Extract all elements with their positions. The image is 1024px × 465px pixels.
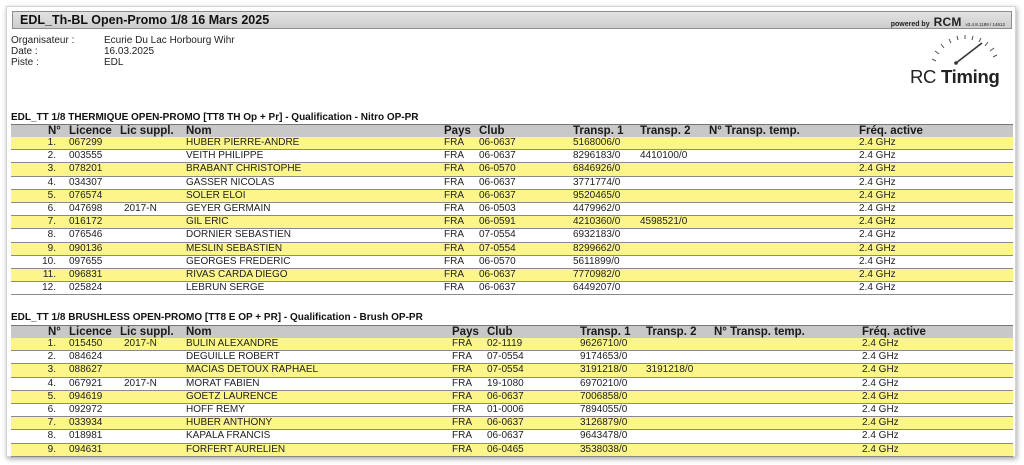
- cell-pays: FRA: [452, 430, 472, 442]
- table-row: [11, 163, 1013, 176]
- cell-transp1: 7006858/0: [580, 390, 628, 402]
- table-row: [11, 229, 1013, 242]
- cell-num: 12.: [42, 282, 56, 294]
- cell-club: 06-0570: [479, 163, 516, 175]
- cell-freq: 2.4 GHz: [859, 176, 896, 188]
- cell-licence: 047698: [69, 203, 103, 214]
- cell-num: 8.: [47, 430, 56, 442]
- cell-transp1: 9174653/0: [580, 351, 628, 363]
- column-header-num: N°: [48, 326, 61, 338]
- column-header-pays: Pays: [452, 326, 479, 338]
- table-row: [11, 282, 1013, 295]
- meta-label: Piste :: [11, 57, 39, 68]
- cell-freq: 2.4 GHz: [859, 282, 896, 294]
- cell-licence: 076546: [69, 229, 103, 241]
- cell-club: 02-1119: [487, 338, 523, 349]
- logo-rc: RC: [910, 66, 941, 87]
- cell-licence: 034307: [69, 176, 103, 188]
- cell-freq: 2.4 GHz: [859, 150, 896, 162]
- cell-num: 4.: [47, 377, 56, 389]
- cell-pays: FRA: [444, 203, 464, 214]
- column-header-pays: Pays: [444, 125, 471, 137]
- cell-club: 06-0637: [479, 189, 516, 201]
- cell-num: 11.: [42, 269, 56, 280]
- cell-freq: 2.4 GHz: [862, 404, 899, 415]
- cell-num: 8.: [47, 229, 56, 241]
- cell-pays: FRA: [452, 338, 472, 349]
- cell-freq: 2.4 GHz: [859, 216, 896, 228]
- section-title-brushless: EDL_TT 1/8 BRUSHLESS OPEN-PROMO [TT8 E OP + PR] - Qualification - Brush OP-PR: [11, 312, 423, 323]
- cell-freq: 2.4 GHz: [862, 430, 899, 442]
- cell-num: 6.: [47, 203, 56, 214]
- cell-licence: 088627: [69, 364, 103, 376]
- cell-licence: 090136: [69, 242, 103, 254]
- cell-transp2: 4598521/0: [640, 216, 688, 228]
- table-row: [11, 351, 1013, 364]
- table-row: [11, 216, 1013, 229]
- section-title-thermique: EDL_TT 1/8 THERMIQUE OPEN-PROMO [TT8 TH Op + Pr] - Qualification - Nitro OP-PR: [11, 112, 419, 123]
- cell-transp1: 3191218/0: [580, 364, 628, 376]
- cell-club: 07-0554: [479, 229, 516, 241]
- column-header-lic-suppl: Lic suppl.: [120, 125, 174, 137]
- cell-licence: 092972: [69, 404, 103, 415]
- cell-licence: 015450: [69, 338, 103, 349]
- cell-nom: HOFF REMY: [186, 404, 245, 415]
- cell-transp1: 6846926/0: [573, 163, 621, 175]
- cell-club: 07-0554: [479, 242, 516, 254]
- meta-label: Organisateur :: [11, 35, 75, 46]
- powered-by-label: powered by: [890, 21, 930, 28]
- cell-pays: FRA: [444, 229, 464, 241]
- powered-by: [891, 15, 1005, 29]
- cell-transp1: 8299662/0: [573, 242, 621, 254]
- cell-club: 06-0637: [479, 150, 516, 162]
- cell-club: 06-0637: [479, 176, 516, 188]
- cell-licence: 094631: [69, 443, 103, 455]
- cell-licence: 003555: [69, 150, 103, 162]
- cell-num: 5.: [47, 189, 56, 201]
- cell-nom: MESLIN SEBASTIEN: [186, 242, 283, 254]
- cell-pays: FRA: [452, 377, 472, 389]
- cell-num: 5.: [47, 390, 56, 402]
- cell-pays: FRA: [444, 269, 464, 280]
- cell-licence: 084624: [69, 351, 103, 363]
- report-page: [6, 6, 1016, 457]
- cell-transp1: 7894055/0: [580, 404, 628, 415]
- cell-nom: BRABANT CHRISTOPHE: [186, 163, 302, 175]
- meta-label: Date :: [11, 46, 38, 57]
- table-row: [11, 430, 1013, 443]
- title-bar: [12, 11, 1012, 29]
- cell-nom: GOETZ LAURENCE: [186, 390, 278, 402]
- cell-nom: MACIAS DETOUX RAPHAEL: [186, 364, 319, 376]
- cell-club: 06-0570: [479, 255, 516, 267]
- cell-freq: 2.4 GHz: [859, 242, 896, 254]
- cell-transp1: 9520465/0: [573, 189, 621, 201]
- cell-pays: FRA: [444, 242, 464, 254]
- cell-pays: FRA: [452, 364, 472, 376]
- cell-transp2: 4410100/0: [640, 150, 688, 162]
- table-row: [11, 269, 1013, 282]
- rc-timing-logo: [910, 33, 1006, 89]
- table-row: [11, 364, 1013, 377]
- cell-club: 07-0554: [487, 351, 524, 363]
- cell-pays: FRA: [452, 351, 472, 363]
- cell-pays: FRA: [452, 404, 472, 415]
- cell-club: 19-1080: [487, 377, 524, 389]
- column-header-nom: Nom: [186, 125, 212, 137]
- column-header-transp-temp: N° Transp. temp.: [714, 326, 805, 338]
- table-row: [11, 256, 1013, 269]
- column-header-lic-suppl: Lic suppl.: [120, 326, 174, 338]
- column-header-freq: Fréq. active: [859, 125, 923, 137]
- cell-nom: BULIN ALEXANDRE: [186, 338, 279, 349]
- table-row: [11, 378, 1013, 391]
- version-label: v3.4.8.1189 / 14612: [965, 22, 1005, 27]
- cell-num: 9.: [47, 443, 56, 455]
- cell-num: 9.: [47, 242, 56, 254]
- column-header-club: Club: [479, 125, 505, 137]
- cell-transp1: 9643478/0: [580, 430, 628, 442]
- cell-transp1: 4479962/0: [573, 203, 621, 214]
- column-header-num: N°: [48, 125, 61, 137]
- cell-transp1: 5168006/0: [573, 137, 621, 148]
- table-row: [11, 150, 1013, 163]
- cell-pays: FRA: [452, 443, 472, 455]
- cell-freq: 2.4 GHz: [862, 443, 899, 455]
- cell-pays: FRA: [444, 189, 464, 201]
- table-row: [11, 338, 1013, 351]
- cell-pays: FRA: [444, 176, 464, 188]
- cell-licence: 018981: [69, 430, 103, 442]
- cell-num: 10.: [42, 255, 56, 267]
- cell-licence: 097655: [69, 255, 103, 267]
- column-header-transp1: Transp. 1: [573, 125, 624, 137]
- cell-transp1: 9626710/0: [580, 338, 628, 349]
- cell-freq: 2.4 GHz: [859, 189, 896, 201]
- report-title: EDL_Th-BL Open-Promo 1/8 16 Mars 2025: [20, 13, 270, 27]
- cell-freq: 2.4 GHz: [859, 203, 896, 214]
- table-row: [11, 417, 1013, 430]
- cell-lic-suppl: 2017-N: [124, 377, 157, 389]
- cell-num: 2.: [47, 150, 56, 162]
- cell-licence: 067921: [69, 377, 103, 389]
- cell-num: 3.: [47, 364, 56, 376]
- cell-freq: 2.4 GHz: [862, 390, 899, 402]
- column-header-nom: Nom: [186, 326, 212, 338]
- meta-value: EDL: [104, 57, 124, 68]
- column-header-freq: Fréq. active: [862, 326, 926, 338]
- cell-lic-suppl: 2017-N: [124, 203, 157, 214]
- cell-pays: FRA: [444, 255, 464, 267]
- cell-freq: 2.4 GHz: [859, 255, 896, 267]
- cell-club: 06-0637: [479, 137, 516, 148]
- cell-freq: 2.4 GHz: [859, 137, 896, 148]
- cell-num: 1.: [47, 338, 56, 349]
- cell-club: 06-0637: [487, 430, 524, 442]
- cell-nom: VEITH PHILIPPE: [186, 150, 264, 162]
- cell-club: 06-0637: [487, 417, 524, 429]
- cell-club: 06-0637: [487, 390, 524, 402]
- table-header: [11, 325, 1013, 338]
- cell-freq: 2.4 GHz: [862, 417, 899, 429]
- cell-freq: 2.4 GHz: [862, 351, 899, 363]
- cell-num: 4.: [47, 176, 56, 188]
- column-header-transp1: Transp. 1: [580, 326, 631, 338]
- cell-club: 01-0006: [487, 404, 524, 415]
- cell-pays: FRA: [452, 417, 472, 429]
- cell-transp1: 8296183/0: [573, 150, 621, 162]
- cell-num: 3.: [47, 163, 56, 175]
- cell-club: 06-0637: [479, 269, 516, 280]
- cell-transp1: 6449207/0: [573, 282, 621, 294]
- cell-nom: GEYER GERMAIN: [186, 203, 271, 214]
- cell-num: 7.: [47, 216, 56, 228]
- cell-transp1: 3771774/0: [573, 176, 621, 188]
- table-row: [11, 404, 1013, 417]
- cell-transp1: 5611899/0: [573, 255, 620, 267]
- brand-name: RCM: [933, 15, 962, 29]
- cell-transp1: 3126879/0: [580, 417, 628, 429]
- cell-nom: HUBER PIERRE-ANDRE: [186, 137, 300, 148]
- cell-transp1: 3538038/0: [580, 443, 628, 455]
- cell-num: 1.: [47, 137, 56, 148]
- column-header-transp2: Transp. 2: [640, 125, 691, 137]
- cell-club: 06-0465: [487, 443, 524, 455]
- cell-transp1: 4210360/0: [573, 216, 621, 228]
- cell-pays: FRA: [444, 163, 464, 175]
- cell-nom: MORAT FABIEN: [186, 377, 260, 389]
- cell-transp1: 6970210/0: [580, 377, 628, 389]
- cell-licence: 096831: [69, 269, 103, 280]
- cell-transp1: 7770982/0: [573, 269, 621, 280]
- table-row: [11, 177, 1013, 190]
- cell-freq: 2.4 GHz: [862, 338, 899, 349]
- cell-freq: 2.4 GHz: [862, 377, 899, 389]
- cell-pays: FRA: [444, 150, 464, 162]
- cell-freq: 2.4 GHz: [859, 269, 896, 280]
- cell-nom: KAPALA FRANCIS: [186, 430, 271, 442]
- cell-pays: FRA: [452, 390, 472, 402]
- table-row: [11, 391, 1013, 404]
- table-row: [11, 190, 1013, 203]
- cell-licence: 016172: [69, 216, 103, 228]
- cell-pays: FRA: [444, 137, 464, 148]
- table-row: [11, 203, 1013, 216]
- logo-wordmark: [910, 66, 999, 88]
- cell-nom: HUBER ANTHONY: [186, 417, 273, 429]
- cell-pays: FRA: [444, 282, 464, 294]
- cell-club: 06-0637: [479, 282, 516, 294]
- cell-club: 06-0591: [479, 216, 516, 228]
- table-header: [11, 124, 1013, 137]
- cell-licence: 025824: [69, 282, 103, 294]
- column-header-licence: Licence: [69, 125, 112, 137]
- table-row: [11, 137, 1013, 150]
- column-header-licence: Licence: [69, 326, 112, 338]
- cell-nom: GASSER NICOLAS: [186, 176, 275, 188]
- logo-timing: Timing: [940, 66, 1000, 87]
- cell-transp2: 3191218/0: [646, 364, 694, 376]
- meta-value: 16.03.2025: [104, 46, 155, 57]
- column-header-transp2: Transp. 2: [646, 326, 697, 338]
- cell-transp1: 6932183/0: [573, 229, 621, 241]
- cell-nom: GEORGES FREDERIC: [186, 255, 291, 267]
- cell-club: 06-0503: [479, 203, 516, 214]
- cell-nom: FORFERT AURELIEN: [186, 443, 286, 455]
- cell-pays: FRA: [444, 216, 464, 228]
- cell-licence: 094619: [69, 390, 103, 402]
- table-row: [11, 444, 1013, 457]
- cell-lic-suppl: 2017-N: [124, 338, 157, 349]
- cell-nom: SOLER ELOI: [186, 189, 246, 201]
- cell-nom: DEGUILLE ROBERT: [186, 351, 280, 363]
- column-header-club: Club: [487, 326, 513, 338]
- cell-freq: 2.4 GHz: [859, 163, 896, 175]
- gauge-icon: [922, 33, 1002, 67]
- cell-licence: 067299: [69, 137, 103, 148]
- cell-licence: 078201: [69, 163, 103, 175]
- cell-club: 07-0554: [487, 364, 524, 376]
- cell-num: 7.: [47, 417, 56, 429]
- table-row: [11, 243, 1013, 256]
- cell-num: 2.: [47, 351, 56, 363]
- cell-nom: RIVAS CARDA DIEGO: [186, 269, 288, 280]
- cell-nom: DORNIER SEBASTIEN: [186, 229, 292, 241]
- column-header-transp-temp: N° Transp. temp.: [709, 125, 800, 137]
- cell-freq: 2.4 GHz: [862, 364, 899, 376]
- cell-licence: 033934: [69, 417, 103, 429]
- cell-nom: LEBRUN SERGE: [186, 282, 265, 294]
- meta-value: Ecurie Du Lac Horbourg Wihr: [104, 35, 235, 46]
- cell-freq: 2.4 GHz: [859, 229, 896, 241]
- cell-num: 6.: [47, 404, 56, 415]
- cell-nom: GIL ERIC: [186, 216, 229, 228]
- cell-licence: 076574: [69, 189, 103, 201]
